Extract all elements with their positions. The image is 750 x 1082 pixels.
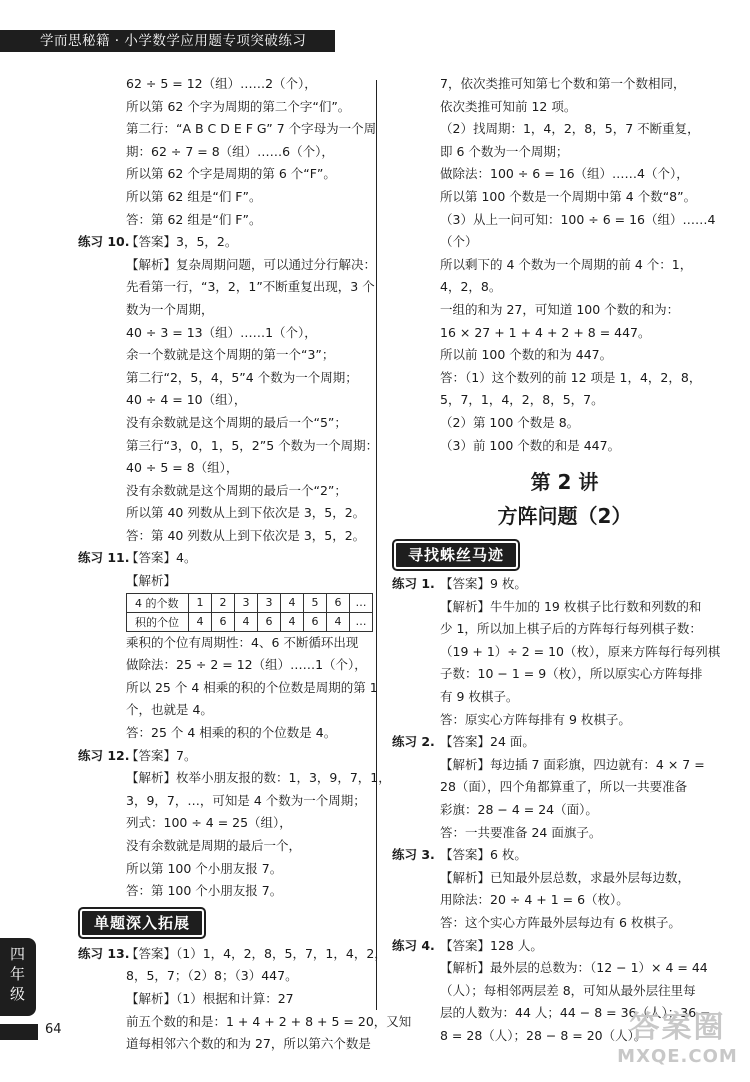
text-line: 【解析】（1）根据和计算：27 — [126, 990, 294, 1006]
text-line: 道每相邻六个数的和为 27，所以第六个数是 — [126, 1036, 371, 1052]
chapter-number: 第 2 讲 — [530, 470, 599, 495]
table-cell: 4 — [281, 612, 304, 631]
text-line: 依次类推可知前 12 项。 — [440, 98, 577, 114]
text-line: 所以剩下的 4 个数为一个周期的前 4 个：1， — [440, 256, 693, 272]
exercise-label: 练习 1. — [392, 576, 435, 592]
left-column — [78, 73, 412, 1056]
watermark-url: MXQE.COM — [617, 1046, 738, 1067]
table-cell: 3 — [258, 593, 281, 612]
text-line: 【解析】复杂周期问题，可以通过分行解决： — [126, 256, 377, 272]
text-line: 做除法：100 ÷ 6 = 16（组）……4（个）， — [440, 166, 689, 182]
exercise-label: 练习 3. — [392, 847, 435, 863]
exercise-label: 练习 13. — [78, 945, 130, 961]
text-line: 3，9，7，…，可知是 4 个数为一个周期； — [126, 792, 366, 808]
answer-text: 【答案】6 枚。 — [440, 847, 527, 863]
text-line: 答：第 100 个小朋友报 7。 — [126, 883, 283, 899]
text-line: 7，依次类推可知第七个数和第一个数相同， — [440, 76, 686, 91]
text-line: （2）第 100 个数是 8。 — [440, 414, 580, 430]
text-line: 余一个数就是这个周期的第一个“3”； — [126, 347, 335, 363]
text-line: 5，7，1，4，2，8，5，7。 — [440, 392, 604, 408]
text-line: 先看第一行，“3，2，1”不断重复出现，3 个 — [126, 279, 375, 295]
text-line: 子数：10 − 1 = 9（枚），所以原实心方阵每排 — [440, 666, 703, 682]
exercise-label: 练习 4. — [392, 937, 435, 953]
text-line: 答：一共要准备 24 面旗子。 — [440, 824, 602, 840]
unit-digit-table — [126, 593, 373, 632]
table-cell: 6 — [258, 612, 281, 631]
text-line: 40 ÷ 4 = 10（组）， — [126, 392, 247, 408]
text-line: 【解析】枚举小朋友报的数：1，3，9，7，1， — [126, 770, 391, 786]
text-line: 【解析】最外层的总数为：（12 − 1）× 4 = 44 — [440, 960, 708, 976]
text-line: 彩旗：28 − 4 = 24（面）。 — [440, 802, 598, 818]
text-line: 答：这个实心方阵最外层每边有 6 枚棋子。 — [440, 915, 681, 930]
text-line: 期：62 ÷ 7 = 8（组）……6（个）， — [126, 143, 334, 159]
table-cell: 积的个位 — [127, 612, 189, 631]
text-line: 乘积的个位有周期性：4、6 不断循环出现 — [126, 634, 359, 650]
answer-text: 【答案】3，5，2。 — [126, 234, 238, 250]
text-line: 前五个数的和是：1 + 4 + 2 + 8 + 5 = 20，又知 — [126, 1013, 412, 1029]
table-row — [127, 612, 373, 631]
answer-text: 【答案】9 枚。 — [440, 576, 527, 592]
table-cell: 4 — [235, 612, 258, 631]
exercise-label: 练习 12. — [78, 747, 130, 763]
text-line: 所以第 62 组是“们 F”。 — [126, 188, 262, 204]
text-line: 个，也就是 4。 — [126, 702, 213, 718]
text-line: 有 9 枚棋子。 — [440, 689, 519, 705]
text-line: 即 6 个数为一个周期； — [440, 143, 569, 159]
text-line: 所以第 62 个字是周期的第 6 个“F”。 — [126, 166, 336, 182]
section-heading — [78, 909, 373, 937]
exercise-2-answer — [392, 731, 737, 754]
text-line: 答：（1）这个数列的前 12 项是 1，4，2，8， — [440, 369, 702, 385]
section-tag: 寻找蛛丝马迹 — [394, 541, 518, 569]
table-cell: 5 — [304, 593, 327, 612]
answer-text: 【答案】4。 — [126, 550, 197, 566]
text-line: 所以第 100 个数是一个周期中第 4 个数“8”。 — [440, 188, 697, 204]
text-line: 少 1，所以加上棋子后的方阵每行每列棋子数： — [440, 621, 702, 637]
text-line: 没有余数就是这个周期的最后一个“5”； — [126, 414, 347, 430]
table-cell: 4 — [281, 593, 304, 612]
text-line: 一组的和为 27，可知道 100 个数的和为： — [440, 301, 680, 317]
exercise-10-answer — [78, 231, 373, 254]
table-cell: 4 的个数 — [127, 593, 189, 612]
grade-tab-char: 级 — [9, 985, 26, 1003]
text-line: 用除法：20 ÷ 4 + 1 = 6（枚）。 — [440, 892, 629, 908]
table-cell: 1 — [189, 593, 212, 612]
text-line: 8，5，7；（2）8；（3）447。 — [126, 968, 298, 984]
text-line: 做除法：25 ÷ 2 = 12（组）……1（个）， — [126, 657, 367, 673]
exercise-12-answer — [78, 745, 373, 768]
text-line: （个） — [440, 234, 478, 250]
text-line: 第二行：“A B C D E F G” 7 个字母为一个周 — [126, 121, 377, 137]
exercise-11-answer — [78, 547, 373, 570]
grade-tab-char: 年 — [9, 965, 26, 983]
exercise-label: 练习 2. — [392, 734, 435, 750]
text-line: 【解析】 — [126, 573, 177, 589]
text-line: 答：第 62 组是“们 F”。 — [126, 211, 262, 227]
text-line: 答：原实心方阵每排有 9 枚棋子。 — [440, 711, 631, 727]
exercise-label: 练习 10. — [78, 234, 130, 250]
answer-text: 【答案】（1）1，4，2，8，5，7，1，4，2， — [126, 945, 387, 961]
text-line: 【解析】牛牛加的 19 枚棋子比行数和列数的和 — [440, 598, 702, 614]
text-line: （3）前 100 个数的和是 447。 — [440, 437, 621, 453]
chapter-title: 方阵问题（2） — [497, 504, 632, 529]
table-cell: 6 — [212, 612, 235, 631]
answer-text: 【答案】24 面。 — [440, 734, 535, 750]
text-line: （人）；每相邻两层差 8，可知从最外层往里每 — [440, 982, 696, 998]
table-cell: 6 — [304, 612, 327, 631]
footer-bar — [0, 1024, 38, 1040]
column-divider — [376, 80, 377, 1010]
grade-side-tab — [0, 938, 36, 1016]
grade-tab-char: 四 — [9, 945, 26, 963]
text-line: 列式：100 ÷ 4 = 25（组）， — [126, 815, 292, 831]
book-title-bar — [0, 30, 335, 52]
text-line: 28（面），四个角都算重了，所以一共要准备 — [440, 779, 688, 795]
text-line: 【解析】已知最外层总数，求最外层每边数， — [440, 869, 691, 885]
table-cell: 4 — [189, 612, 212, 631]
text-line: 答：第 40 列数从上到下依次是 3，5，2。 — [126, 527, 366, 543]
text-line: 62 ÷ 5 = 12（组）……2（个）， — [126, 76, 317, 91]
text-line: 没有余数就是周期的最后一个， — [126, 838, 302, 853]
book-title: 学而思秘籍 · 小学数学应用题专项突破练习 — [40, 33, 307, 49]
right-column — [392, 73, 737, 1048]
text-line: 没有余数就是这个周期的最后一个“2”； — [126, 482, 347, 498]
answer-text: 【答案】7。 — [126, 747, 197, 763]
table-cell: 6 — [327, 593, 350, 612]
text-line: （19 + 1）÷ 2 = 10（枚），原来方阵每行每列棋 — [440, 643, 721, 659]
text-line: 所以第 100 个小朋友报 7。 — [126, 860, 283, 876]
page-number: 64 — [45, 1022, 62, 1037]
text-line: 所以第 40 列数从上到下依次是 3，5，2。 — [126, 505, 366, 521]
text-line: 【解析】每边插 7 面彩旗，四边就有：4 × 7 = — [440, 756, 705, 772]
section-tag: 单题深入拓展 — [80, 909, 204, 937]
exercise-4-answer — [392, 935, 737, 958]
text-line: 层的人数为：44 人；44 − 8 = 36（人）；36 − — [440, 1005, 711, 1021]
watermark-text: 答案圈 — [629, 1010, 726, 1045]
text-line: 所以第 62 个字为周期的第二个字“们”。 — [126, 98, 351, 114]
exercise-3-answer — [392, 844, 737, 867]
text-line: 40 ÷ 3 = 13（组）……1（个）， — [126, 324, 317, 340]
table-cell: 4 — [327, 612, 350, 631]
exercise-label: 练习 11. — [78, 550, 130, 566]
text-line: 4，2，8。 — [440, 279, 502, 295]
text-line: 所以 25 个 4 相乘的积的个位数是周期的第 1 — [126, 679, 378, 695]
text-line: （2）找周期：1，4，2，8，5，7 不断重复， — [440, 121, 700, 137]
text-line: 第三行“3，0，1，5，2”5 个数为一个周期： — [126, 437, 379, 453]
section-heading — [392, 541, 737, 569]
exercise-1-answer — [392, 573, 737, 596]
text-line: 数为一个周期， — [126, 301, 214, 317]
text-line: 答：25 个 4 相乘的积的个位数是 4。 — [126, 725, 337, 741]
answer-text: 【答案】128 人。 — [440, 937, 543, 953]
exercise-13-answer — [78, 943, 387, 966]
watermark-logo — [615, 1010, 740, 1076]
text-line: 所以前 100 个数的和为 447。 — [440, 347, 613, 363]
table-row — [127, 593, 373, 612]
text-line: 第二行“2，5，4，5”4 个数为一个周期； — [126, 369, 358, 385]
text-line: 8 = 28（人）；28 − 8 = 20（人）。 — [440, 1027, 647, 1043]
text-line: 40 ÷ 5 = 8（组）， — [126, 460, 239, 476]
table-cell: … — [350, 593, 373, 612]
table-cell: … — [350, 612, 373, 631]
table-cell: 2 — [212, 593, 235, 612]
text-line: 16 × 27 + 1 + 4 + 2 + 8 = 447。 — [440, 324, 651, 340]
text-line: （3）从上一问可知：100 ÷ 6 = 16（组）……4 — [440, 211, 716, 227]
table-cell: 3 — [235, 593, 258, 612]
